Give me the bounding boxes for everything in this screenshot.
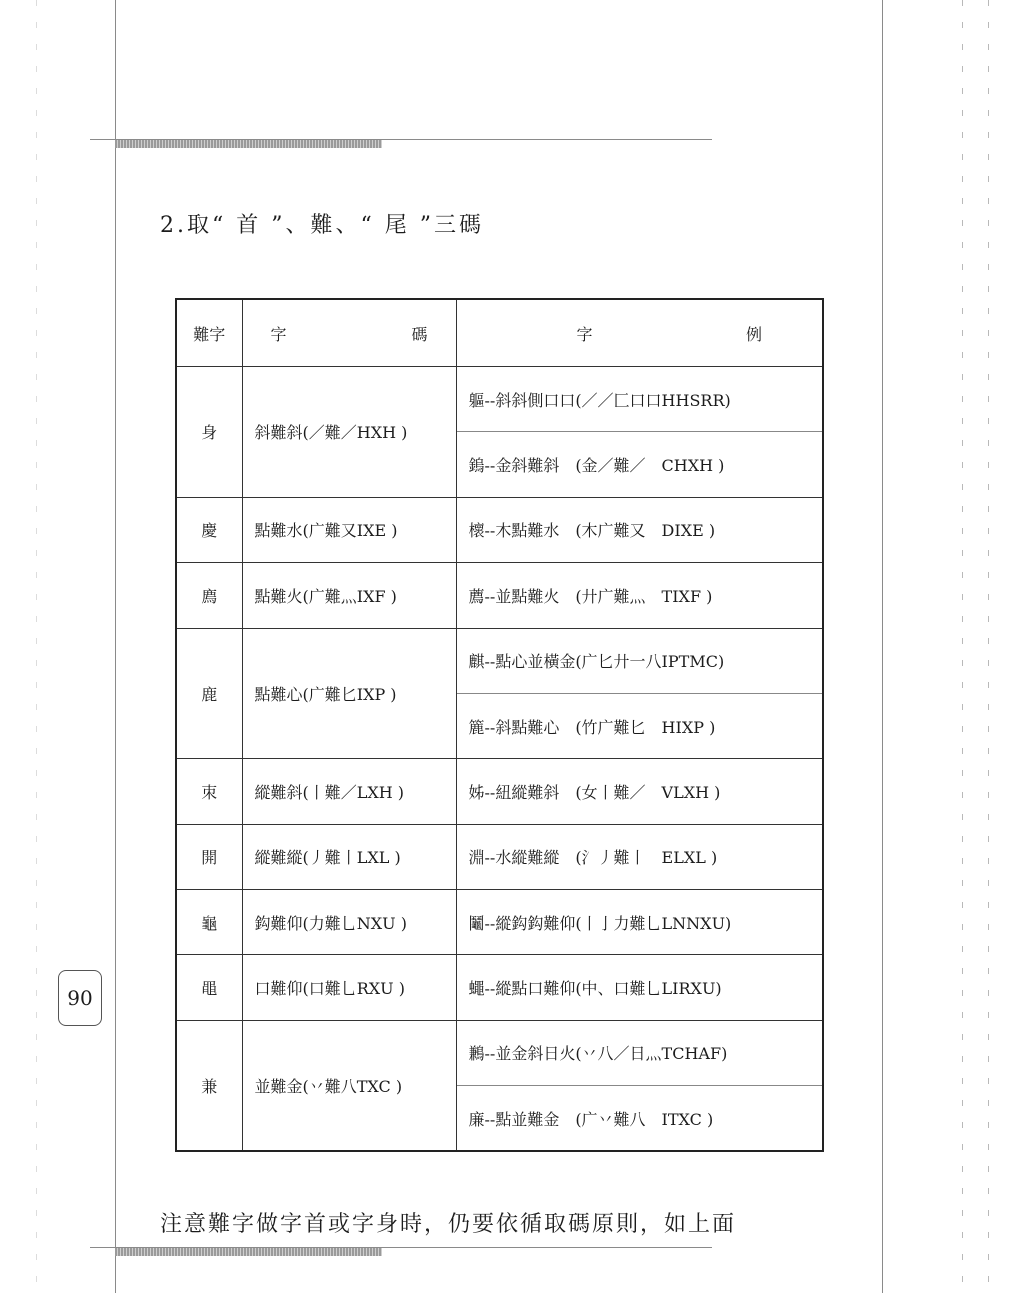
header-hard-char: 難字 <box>176 299 242 367</box>
code-cell: 點難心(广難匕IXP ) <box>242 628 456 759</box>
right-margin-rule <box>882 0 883 1293</box>
header-code <box>242 299 456 367</box>
code-cell: 斜難斜(／難／HXH ) <box>242 367 456 498</box>
code-cell: 縱難縱(丿難丨LXL ) <box>242 824 456 889</box>
note-text: 注意難字做字首或字身時，仍要依循取碼原則，如上面 <box>160 1212 737 1237</box>
right-edge-dashes <box>962 0 963 1293</box>
example-cell: 麒--點心並橫金(广匕廾一八IPTMC) <box>456 628 823 693</box>
code-cell: 點難火(广難灬IXF ) <box>242 563 456 628</box>
example-cell: 軀--斜斜側口口(／／匚口口HHSRR) <box>456 367 823 432</box>
code-cell: 點難水(广難又IXE ) <box>242 497 456 562</box>
hard-char-cell: 鹿 <box>176 628 242 759</box>
left-margin-rule <box>115 0 116 1293</box>
table-row <box>176 1020 823 1085</box>
table-row <box>176 890 823 955</box>
header-code-left: 字 <box>270 324 287 344</box>
example-cell: 姊--紐縱難斜 (女丨難／ VLXH ) <box>456 759 823 824</box>
header-example-left: 字 <box>576 324 593 344</box>
example-cell: 廉--點並難金 (广丷難八 ITXC ) <box>456 1086 823 1151</box>
table-row <box>176 955 823 1020</box>
table-row <box>176 628 823 693</box>
hard-char-cell: 廌 <box>176 563 242 628</box>
bottom-band <box>115 1248 382 1256</box>
example-cell: 鎢--金斜難斜 (金／難／ CHXH ) <box>456 432 823 497</box>
hard-char-cell: 朿 <box>176 759 242 824</box>
table-row <box>176 824 823 889</box>
header-example-right: 例 <box>745 324 762 344</box>
example-cell: 簏--斜點難心 (竹广難匕 HIXP ) <box>456 693 823 758</box>
page-number: 90 <box>58 970 102 1026</box>
example-cell: 薦--並點難火 (廾广難灬 TIXF ) <box>456 563 823 628</box>
code-cell: 口難仰(口難乚RXU ) <box>242 955 456 1020</box>
top-band <box>115 140 382 148</box>
table-row <box>176 759 823 824</box>
hard-char-cell: 開 <box>176 824 242 889</box>
table-header-row <box>176 299 823 367</box>
example-cell: 櫰--木點難水 (木广難又 DIXE ) <box>456 497 823 562</box>
hard-char-cell: 慶 <box>176 497 242 562</box>
header-example <box>456 299 823 367</box>
hard-char-cell: 黽 <box>176 955 242 1020</box>
code-cell: 縱難斜(丨難／LXH ) <box>242 759 456 824</box>
table-row <box>176 497 823 562</box>
right-edge-dashes-2 <box>988 0 989 1293</box>
example-cell: 蠅--縱點口難仰(中、口難乚LIRXU) <box>456 955 823 1020</box>
left-edge-dashes <box>36 0 37 1293</box>
hard-char-cell: 身 <box>176 367 242 498</box>
example-cell: 鬮--縱鈎鈎難仰(丨亅力難乚LNNXU) <box>456 890 823 955</box>
hard-char-cell: 龜 <box>176 890 242 955</box>
example-cell: 鶼--並金斜日火(丷八／日灬TCHAF) <box>456 1020 823 1085</box>
header-code-right: 碼 <box>411 324 428 344</box>
example-cell: 淵--水縱難縱 (氵丿難丨 ELXL ) <box>456 824 823 889</box>
code-table <box>175 298 824 1152</box>
section-heading: 2.取“ 首 ”、難、“ 尾 ”三碼 <box>160 213 484 238</box>
hard-char-cell: 兼 <box>176 1020 242 1151</box>
code-cell: 鈎難仰(力難乚NXU ) <box>242 890 456 955</box>
code-cell: 並難金(丷難八TXC ) <box>242 1020 456 1151</box>
table-row <box>176 563 823 628</box>
table-row <box>176 367 823 432</box>
